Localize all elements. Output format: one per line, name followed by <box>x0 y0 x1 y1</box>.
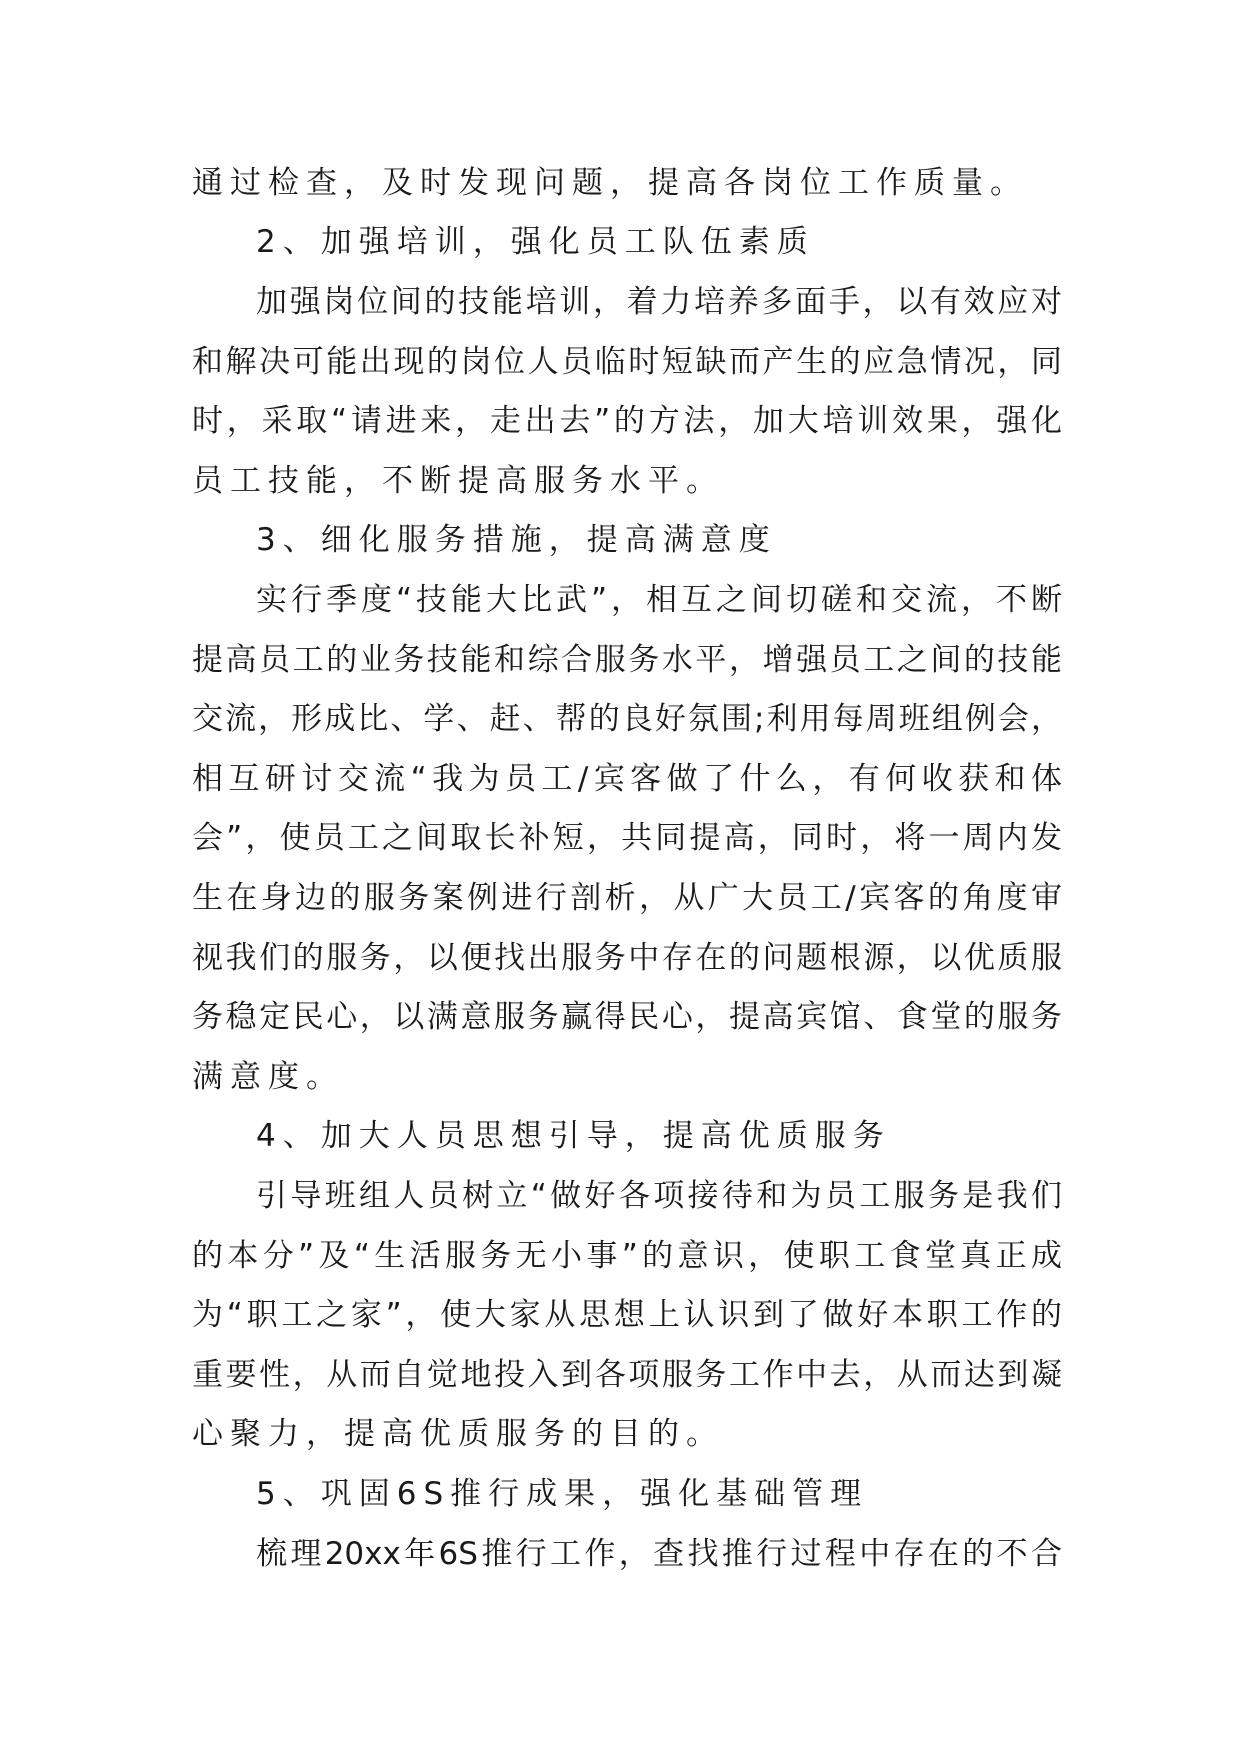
section-heading: 5、巩固6S推行成果，强化基础管理 <box>256 1476 869 1512</box>
paragraph-line: 视我们的服务，以便找出服务中存在的问题根源，以优质服 <box>192 940 1062 976</box>
paragraph-line: 相互研讨交流“我为员工/宾客做了什么，有何收获和体 <box>192 761 1062 797</box>
paragraph-line: 加强岗位间的技能培训，着力培养多面手，以有效应对 <box>256 284 1062 320</box>
paragraph-line: 实行季度“技能大比武”，相互之间切磋和交流，不断 <box>256 582 1062 618</box>
paragraph-line: 时，采取“请进来，走出去”的方法，加大培训效果，强化 <box>192 403 1062 439</box>
section-heading: 4、加大人员思想引导，提高优质服务 <box>256 1118 891 1154</box>
paragraph-line: 为“职工之家”，使大家从思想上认识到了做好本职工作的 <box>192 1297 1062 1333</box>
paragraph-line: 生在身边的服务案例进行剖析，从广大员工/宾客的角度审 <box>192 880 1062 916</box>
paragraph-line: 引导班组人员树立“做好各项接待和为员工服务是我们 <box>256 1178 1062 1214</box>
paragraph-line: 满意度。 <box>192 1059 344 1095</box>
paragraph-line: 交流，形成比、学、赶、帮的良好氛围;利用每周班组例会， <box>192 701 1062 737</box>
paragraph-line: 提高员工的业务技能和综合服务水平，增强员工之间的技能 <box>192 642 1062 678</box>
paragraph-line: 心聚力，提高优质服务的目的。 <box>192 1416 724 1452</box>
paragraph-line: 务稳定民心，以满意服务赢得民心，提高宾馆、食堂的服务 <box>192 999 1062 1035</box>
paragraph-line: 通过检查，及时发现问题，提高各岗位工作质量。 <box>192 165 1028 201</box>
section-heading: 2、加强培训，强化员工队伍素质 <box>256 224 815 260</box>
section-heading: 3、细化服务措施，提高满意度 <box>256 522 777 558</box>
paragraph-line: 会”，使员工之间取长补短，共同提高，同时，将一周内发 <box>192 820 1062 856</box>
paragraph-line: 和解决可能出现的岗位人员临时短缺而产生的应急情况，同 <box>192 344 1062 380</box>
paragraph-line: 员工技能，不断提高服务水平。 <box>192 463 724 499</box>
paragraph-line: 梳理20xx年6S推行工作，查找推行过程中存在的不合 <box>256 1536 1062 1572</box>
paragraph-line: 的本分”及“生活服务无小事”的意识，使职工食堂真正成 <box>192 1238 1062 1274</box>
paragraph-line: 重要性，从而自觉地投入到各项服务工作中去，从而达到凝 <box>192 1357 1062 1393</box>
